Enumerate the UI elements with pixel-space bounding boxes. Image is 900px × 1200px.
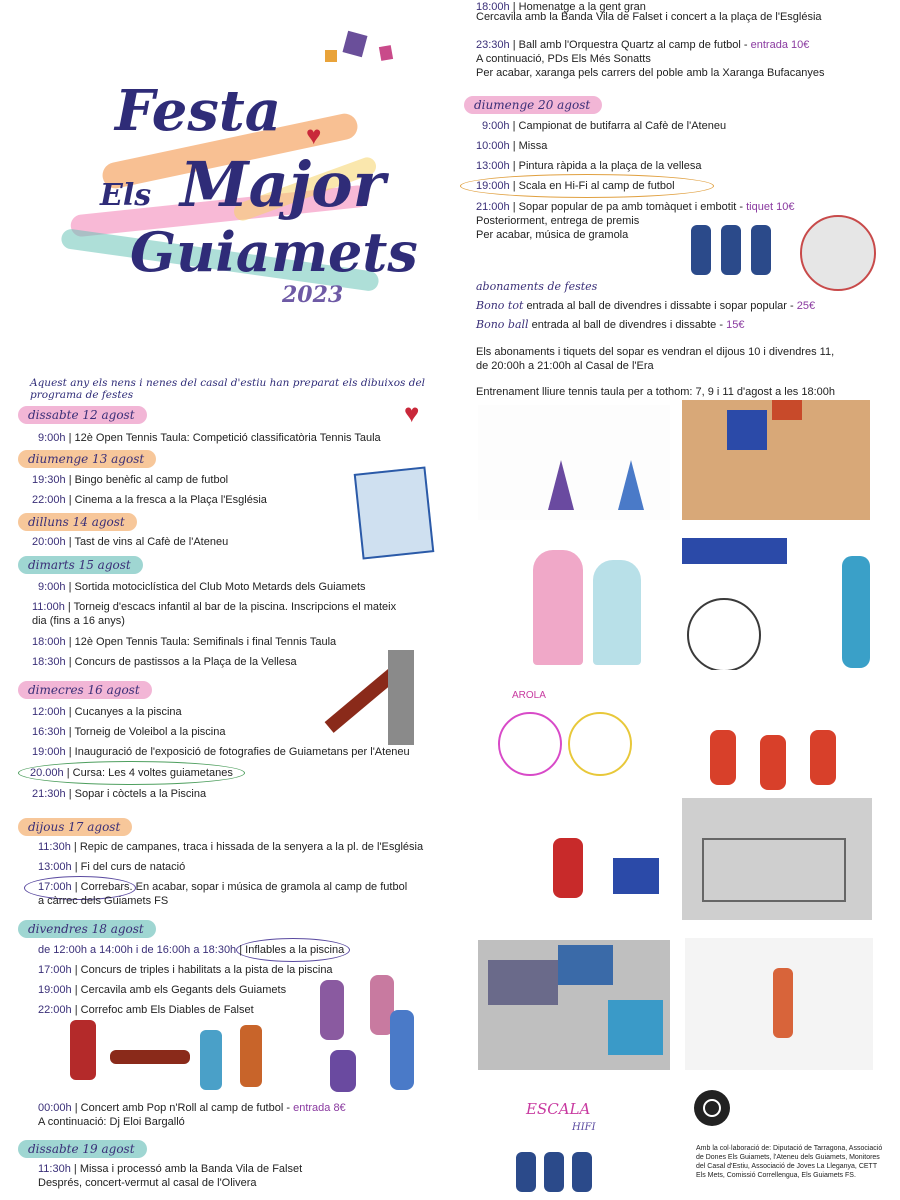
event-row: 17:00h | Correbars. En acabar, sopar i música de gramola al camp de futbol [38,881,408,893]
event-row: 19:30h | Bingo benèfic al camp de futbol [32,474,229,486]
event-row: 18:30h | Concurs de pastissos a la Plaça de la Vellesa [32,656,297,668]
event-subline: A continuació: Dj Eloi Bargalló [38,1116,185,1128]
child-drawing-giants [300,970,430,1100]
confetti-square-icon [325,50,337,62]
title-festa: Festa [115,78,282,144]
event-row: 18:00h | 12è Open Tennis Taula: Semifinals i final Tennis Taula [32,636,337,648]
event-row: 13:00h | Fi del curs de natació [38,861,186,873]
child-drawing-devils [40,1020,300,1100]
drawing-text-arola: AROLA [512,690,546,701]
day-header: dilluns 14 agost [18,513,137,531]
event-row: 00:00h | Concert amb Pop n'Roll al camp de futbol - entrada 8€ [38,1102,346,1114]
bono-ball-row: Bono ball entrada al ball de divendres i dissabte - 15€ [476,318,745,331]
event-subline: Per acabar, xaranga pels carrers del poble amb la Xaranga Bufacanyes [476,67,825,79]
event-row: de 12:00h a 14:00h i de 16:00h a 18:30h | Inflables a la piscina [38,944,345,956]
festival-title [60,60,418,350]
child-drawing-fireworks [478,798,670,920]
child-drawing-couple [478,530,668,665]
confetti-square-icon [342,31,367,57]
heart-icon: ♥ [404,398,420,428]
child-drawing-football-field [682,798,872,920]
event-subline: Després, concert-vermut al casal de l'Olivera [38,1177,257,1189]
day-header: divendres 18 agost [18,920,156,938]
heart-icon: ♥ [306,120,322,150]
event-row: 13:00h | Pintura ràpida a la plaça de la vellesa [476,160,702,172]
event-row: 20.00h | Cursa: Les 4 voltes guiametanes [30,767,233,779]
child-drawing-giants-collage [478,940,670,1070]
day-header: diumenge 13 agost [18,450,156,468]
event-row: 17:00h | Concurs de triples i habilitats a la pista de la piscina [38,964,333,976]
event-subline: Cercavila amb la Banda Vila de Falset i concert a la plaça de l'Església [476,11,822,23]
event-row: 21:00h | Sopar popular de pa amb tomàquet i embotit - tiquet 10€ [476,201,795,213]
abonaments-note: de 20:00h a 21:00h al Casal de l'Era [476,360,654,372]
drawing-text-hifi: HIFI [572,1122,596,1133]
event-row: 21:30h | Sopar i còctels a la Piscina [32,788,207,800]
child-drawing-poster [354,466,435,559]
child-drawing-smileys [478,690,668,790]
event-row: 19:00h | Scala en Hi-Fi al camp de futbol [476,180,675,192]
intro-text: Aquest any els nens i nenes del casal d'estiu han preparat els dibuixos del programa de festes [30,377,426,401]
tennis-training-note: Entrenament lliure tennis taula per a tothom: 7, 9 i 11 d'agost a les 18:00h [476,386,836,398]
event-row: 18:00h | Homenatge a la gent gran [476,1,646,13]
event-row: 11:00h | Torneig d'escacs infantil al bar de la piscina. Inscripcions el mateix [32,601,397,613]
event-row: 22:00h | Cinema a la fresca a la Plaça l'Església [32,494,267,506]
event-row: 22:00h | Correfoc amb Els Diables de Falset [38,1004,254,1016]
event-row: 10:00h | Missa [476,140,548,152]
event-row: 9:00h | Campionat de butifarra al Cafè de l'Ateneu [482,120,727,132]
drawing-text-escala: ESCALA [526,1100,591,1118]
event-row: 23:30h | Ball amb l'Orquestra Quartz al camp de futbol - entrada 10€ [476,39,810,51]
event-row: 9:00h | Sortida motociclística del Club Moto Metards dels Guiamets [38,581,366,593]
child-drawing-band [686,220,776,280]
event-row: 19:00h | Inauguració de l'exposició de fotografies de Guiametans per l'Ateneu [32,746,410,758]
day-header: dimarts 15 agost [18,556,143,574]
child-drawing-slide [318,650,418,745]
child-drawing-market [682,400,870,520]
event-row: 19:00h | Cercavila amb els Gegants dels Guiamets [38,984,287,996]
event-row: 11:30h | Missa i processó amb la Banda Vila de Falset [38,1163,303,1175]
credits-text: Amb la col·laboració de: Diputació de Tarragona, Associació de Dones Els Guiamets, l'Ateneu dels Guiamets, Monitores del Casal d'Estiu, Associació de Joves La Lleganya, CETT Els Mets, Comissió Correllengua, Els Guiamets FS. [696,1145,883,1179]
day-header: dissabte 19 agost [18,1140,147,1158]
event-row: 9:00h | 12è Open Tennis Taula: Competició classificatòria Tennis Taula [38,432,381,444]
event-row: 11:30h | Repic de campanes, traca i hissada de la senyera a la pl. de l'Església [38,841,424,853]
title-guiamets: Guiamets [130,220,418,284]
day-header: dissabte 12 agost [18,406,147,424]
child-drawing-stage [800,215,876,291]
day-header: dimecres 16 agost [18,681,152,699]
event-subline: A continuació, PDs Els Més Sonatts [476,53,651,65]
bono-tot-row: Bono tot entrada al ball de divendres i dissabte i sopar popular - 25€ [476,299,816,312]
event-subline: dia (fins a 16 anys) [32,615,125,627]
title-major: Major [180,148,386,221]
abonaments-heading: abonaments de festes [476,280,598,293]
title-year: 2023 [282,282,344,308]
event-subline: Posteriorment, entrega de premis [476,215,640,227]
abonaments-note: Els abonaments i tiquets del sopar es vendran el dijous 10 i divendres 11, [476,346,835,358]
child-drawing-escala-hifi [492,1092,642,1200]
event-row: 16:30h | Torneig de Voleibol a la piscina [32,726,226,738]
event-subline: a càrrec dels Guiamets FS [38,895,169,907]
sponsor-logo-icon [694,1090,730,1126]
confetti-square-icon [379,45,393,61]
child-drawing-fire-devils [700,700,875,795]
child-drawing-confetti-girls [478,405,670,520]
day-header: dijous 17 agost [18,818,132,836]
event-row: 12:00h | Cucanyes a la piscina [32,706,182,718]
child-drawing-dancer [685,938,873,1070]
event-row: 20:00h | Tast de vins al Cafè de l'Ateneu [32,536,229,548]
event-subline: Per acabar, música de gramola [476,229,629,241]
title-els: Els [100,178,152,213]
day-header: diumenge 20 agost [464,96,602,114]
child-drawing-fair [682,538,874,670]
